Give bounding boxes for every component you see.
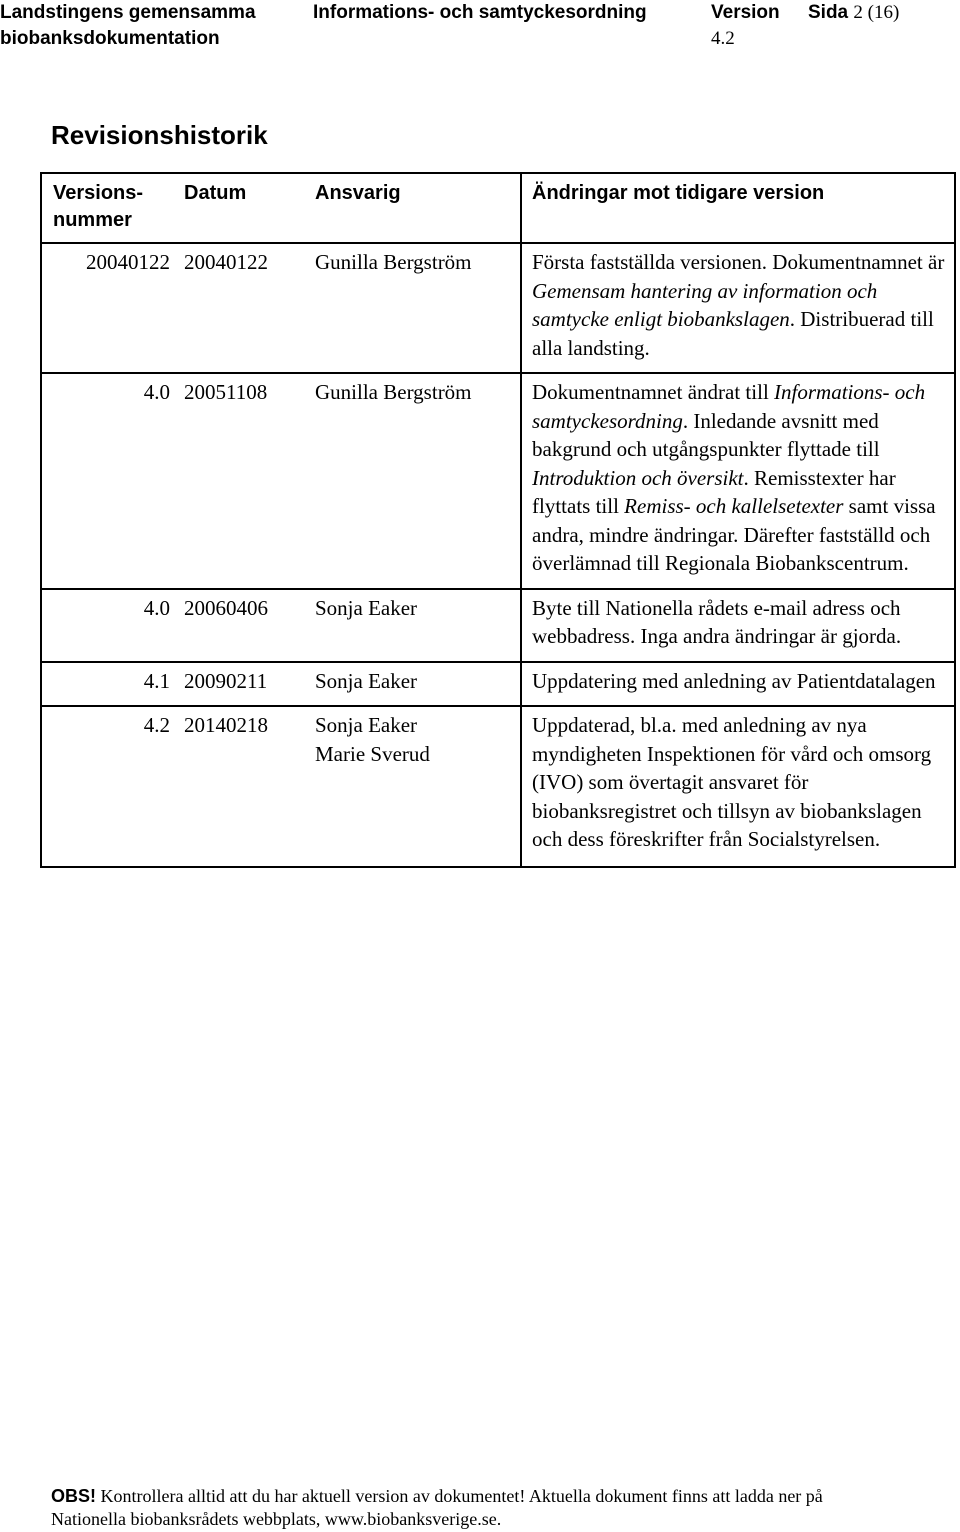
- header-page: [808, 0, 899, 26]
- cell-date: 20060406: [176, 589, 310, 662]
- table-row: [41, 706, 955, 867]
- column-header-date: Datum: [176, 173, 310, 243]
- cell-changes: Första fastställda versionen. Dokumentnamnet är Gemensam hantering av information och samtycke enligt biobankslagen. Distribuerad till alla landsting.: [521, 243, 955, 373]
- footer-line1: OBS! Kontrollera alltid att du har aktuell version av dokumentet! Aktuella dokument finns att ladda ner på: [51, 1486, 823, 1506]
- cell-date: 20051108: [176, 373, 310, 589]
- cell-version: 4.0: [41, 589, 176, 662]
- column-header-changes: Ändringar mot tidigare version: [521, 173, 955, 243]
- cell-changes: Dokumentnamnet ändrat till Informations- och samtyckesordning. Inledande avsnitt med bakgrund och utgångspunkter flyttade till Introduktion och översikt. Remisstexter har flyttats till Remiss- och kallelsetexter samt vissa andra, mindre ändringar. Därefter fastställd och överlämnad till Regionala Biobankscentrum.: [521, 373, 955, 589]
- footer-line2: Nationella biobanksrådets webbplats, www.biobanksverige.se.: [51, 1509, 502, 1529]
- cell-version: 4.2: [41, 706, 176, 867]
- revision-history-table: [40, 172, 956, 868]
- footer-notice: [51, 1485, 823, 1531]
- table-row: [41, 662, 955, 707]
- header-page-value: 2 (16): [853, 2, 900, 23]
- column-header-version: Versions- nummer: [41, 173, 176, 243]
- header-version-value: 4.2: [711, 28, 735, 49]
- column-header-responsible: Ansvarig: [310, 173, 521, 243]
- table-row: [41, 589, 955, 662]
- table-header-row: [41, 173, 955, 243]
- cell-version: 20040122: [41, 243, 176, 373]
- header-version-label: Version: [711, 2, 780, 23]
- cell-responsible: Gunilla Bergström: [310, 373, 521, 589]
- cell-responsible: Gunilla Bergström: [310, 243, 521, 373]
- header-page-label: Sida: [808, 2, 849, 23]
- cell-date: 20040122: [176, 243, 310, 373]
- cell-changes: Uppdaterad, bl.a. med anledning av nya myndigheten Inspektionen för vård och omsorg (IVO) som övertagit ansvaret för biobanksregistret och tillsyn av biobankslagen och dess föreskrifter från Socialstyrelsen.: [521, 706, 955, 867]
- table-row: [41, 243, 955, 373]
- header-document-title: Informations- och samtyckesordning: [313, 2, 647, 23]
- header-org-line2: biobanksdokumentation: [0, 28, 220, 49]
- cell-date: 20140218: [176, 706, 310, 867]
- section-heading: Revisionshistorik: [51, 120, 268, 150]
- header-org-line1: Landstingens gemensamma: [0, 2, 256, 23]
- cell-changes: Uppdatering med anledning av Patientdatalagen: [521, 662, 955, 707]
- cell-date: 20090211: [176, 662, 310, 707]
- cell-changes: Byte till Nationella rådets e-mail adress och webbadress. Inga andra ändringar är gjorda.: [521, 589, 955, 662]
- cell-responsible: Sonja Eaker Marie Sverud: [310, 706, 521, 867]
- cell-version: 4.1: [41, 662, 176, 707]
- header-version: [711, 0, 780, 52]
- header-organization: [0, 0, 290, 52]
- cell-responsible: Sonja Eaker: [310, 589, 521, 662]
- table-row: [41, 373, 955, 589]
- cell-responsible: Sonja Eaker: [310, 662, 521, 707]
- cell-version: 4.0: [41, 373, 176, 589]
- obs-label: OBS!: [51, 1486, 96, 1506]
